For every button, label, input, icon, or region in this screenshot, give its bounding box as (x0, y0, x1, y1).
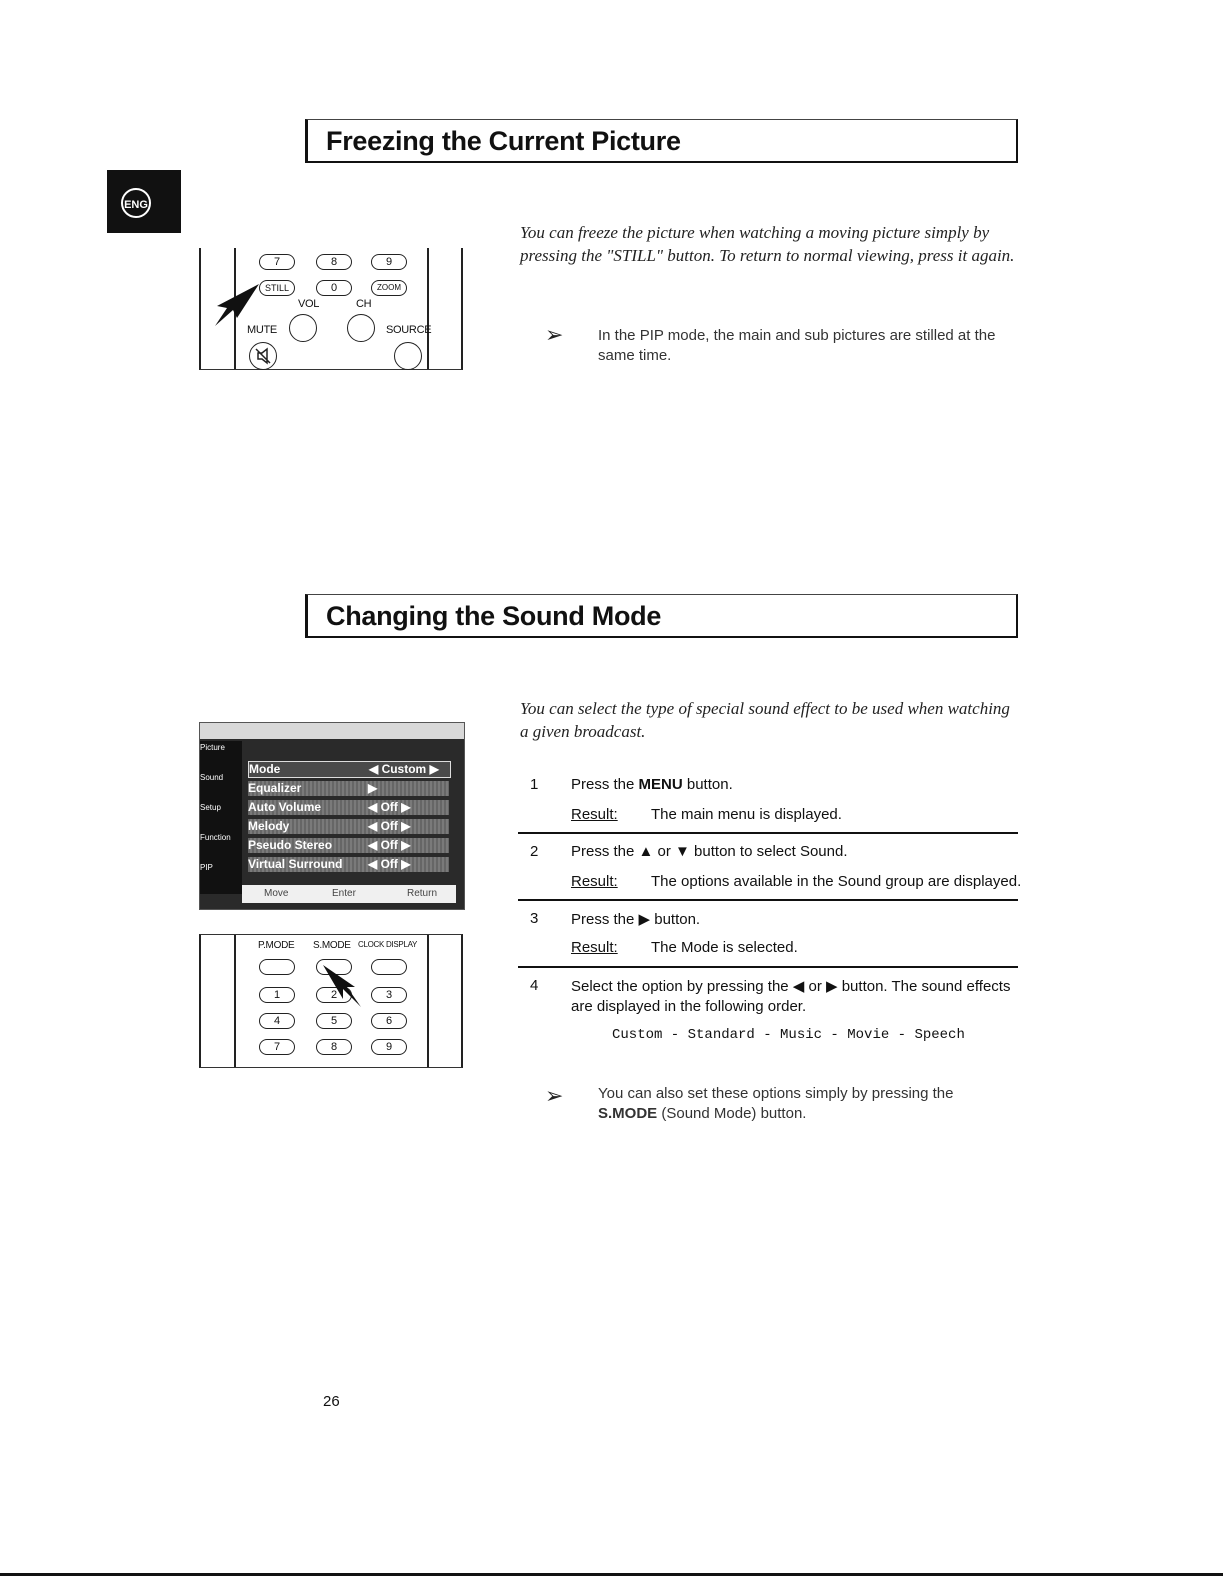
step-4-text: Select the option by pressing the ◀ or ▶ button. The sound effects are displayed in the following order. (571, 978, 1011, 1015)
pointer-arrow-icon (319, 961, 369, 1011)
freeze-note: In the PIP mode, the main and sub pictures are stilled at the same time. (598, 327, 996, 364)
step-3-number: 3 (530, 910, 539, 927)
note-arrow-icon: ➢ (545, 322, 564, 347)
remote-label-pmode: P.MODE (258, 940, 295, 951)
menu-bottom-bar: Move Enter Return (242, 885, 456, 903)
menu-side-pip: PIP (200, 863, 213, 872)
remote-key-2: 2 (316, 987, 352, 1003)
menu-side-setup: Setup (200, 803, 221, 812)
remote-key-3: 3 (371, 987, 407, 1003)
mute-icon (250, 343, 276, 369)
remote-label-source: SOURCE (386, 324, 432, 336)
remote-label-ch: CH (356, 298, 372, 310)
step-1-result: The main menu is displayed. (651, 806, 842, 823)
remote-key-7: 7 (259, 254, 295, 270)
step-1-number: 1 (530, 776, 539, 793)
language-badge: ENG (121, 188, 151, 218)
menu-row-virtual-surround: Virtual Surround ◀ Off ▶ (248, 857, 449, 872)
step-3-result: The Mode is selected. (651, 939, 798, 956)
menu-row-mode: Mode ◀ Custom ▶ (248, 761, 451, 778)
remote-label-smode: S.MODE (313, 940, 351, 951)
step-3-text: Press the ▶ button. (571, 911, 701, 928)
language-tab (107, 170, 181, 233)
remote-illustration-still (199, 248, 463, 370)
page-number: 26 (323, 1393, 340, 1410)
remote-key-6: 6 (371, 1013, 407, 1029)
menu-sidebar (200, 741, 242, 894)
step-2-result-label: Result: (571, 873, 618, 890)
remote-key-zoom: ZOOM (371, 280, 407, 296)
menu-row-equalizer: Equalizer ▶ (248, 781, 449, 796)
pointer-arrow-icon (207, 278, 267, 328)
step-3-result-label: Result: (571, 939, 618, 956)
menu-row-pseudo-stereo: Pseudo Stereo ◀ Off ▶ (248, 838, 449, 853)
step-4-sequence: Custom - Standard - Music - Movie - Speech (612, 1027, 965, 1043)
remote-ch-button (347, 314, 375, 342)
step-2-text: Press the ▲ or ▼ button to select Sound. (571, 843, 848, 860)
menu-side-picture: Picture (200, 743, 225, 752)
sound-intro: You can select the type of special sound effect to be used when watching a given broadcast. (520, 699, 1010, 741)
bottom-rule (0, 1573, 1223, 1576)
remote-key-8: 8 (316, 254, 352, 270)
note-arrow-icon: ➢ (545, 1083, 564, 1108)
remote-mute-button (249, 342, 277, 370)
remote-key-5: 5 (316, 1013, 352, 1029)
menu-row-melody: Melody ◀ Off ▶ (248, 819, 449, 834)
step-4-number: 4 (530, 977, 539, 994)
remote-key-still: STILL (259, 280, 295, 296)
remote-key-7: 7 (259, 1039, 295, 1055)
remote-key-4: 4 (259, 1013, 295, 1029)
section-title-sound (305, 594, 1018, 638)
step-1-result-label: Result: (571, 806, 618, 823)
remote-key-1: 1 (259, 987, 295, 1003)
step-1-text: Press the MENU button. (571, 776, 733, 793)
remote-vol-button (289, 314, 317, 342)
step-2-number: 2 (530, 843, 539, 860)
menu-side-function: Function (200, 833, 231, 842)
step-2-result: The options available in the Sound group are displayed. (651, 873, 1022, 890)
remote-label-clock-display: CLOCK DISPLAY (358, 940, 418, 949)
remote-label-vol: VOL (298, 298, 320, 310)
remote-key-8: 8 (316, 1039, 352, 1055)
section-title-freeze (305, 119, 1018, 163)
remote-key-9: 9 (371, 254, 407, 270)
sound-note: You can also set these options simply by pressing the S.MODE (Sound Mode) button. (598, 1085, 954, 1122)
menu-row-auto-volume: Auto Volume ◀ Off ▶ (248, 800, 449, 815)
freeze-intro: You can freeze the picture when watching a moving picture simply by pressing the "STILL" button. To return to normal viewing, press it again. (520, 223, 1015, 265)
remote-label-mute: MUTE (247, 324, 277, 336)
remote-illustration-smode (199, 934, 463, 1068)
menu-side-sound: Sound (200, 773, 224, 782)
section-title-sound-text: Changing the Sound Mode (326, 601, 662, 631)
remote-key-0: 0 (316, 280, 352, 296)
remote-key-pmode (259, 959, 295, 975)
section-title-freeze-text: Freezing the Current Picture (326, 126, 681, 156)
remote-key-clock (371, 959, 407, 975)
remote-source-button (394, 342, 422, 370)
remote-key-9: 9 (371, 1039, 407, 1055)
sound-menu-screenshot (199, 722, 465, 910)
